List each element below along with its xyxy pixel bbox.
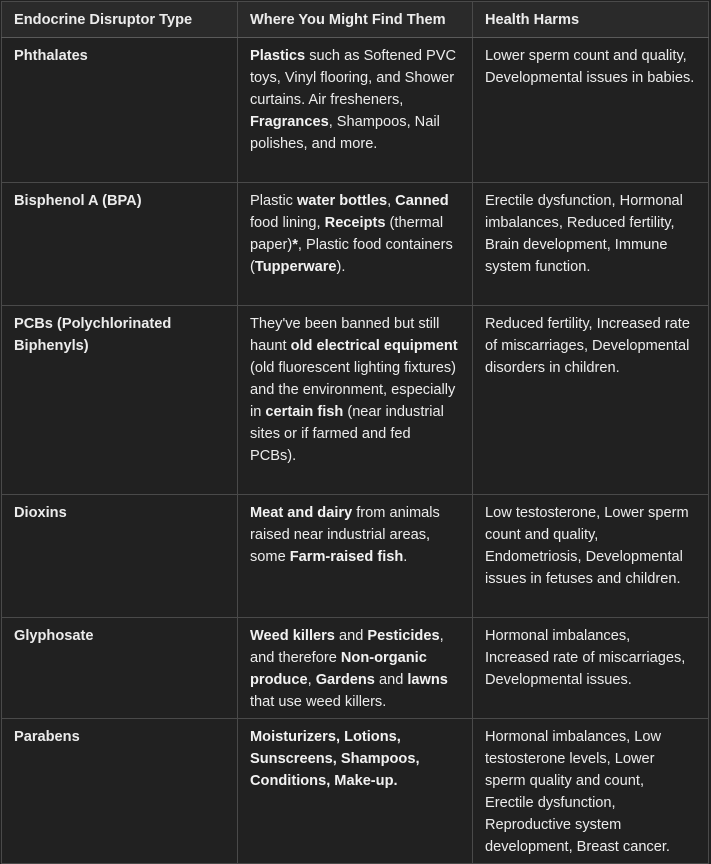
text-run: and	[374, 672, 408, 688]
bold-text-run: Meat and dairy	[250, 505, 353, 521]
table-row	[2, 306, 709, 495]
header-harms: Health Harms	[473, 2, 709, 38]
bold-text-run: lawns	[407, 672, 448, 688]
bold-text-run: old electrical equipment	[290, 338, 458, 354]
cell-harms: Erectile dysfunction, Hormonal imbalances, Reduced fertility, Brain development, Immune system function.	[473, 183, 709, 306]
header-type: Endocrine Disruptor Type	[2, 2, 238, 38]
bold-text-run: Tupperware	[254, 259, 337, 275]
table-header	[2, 2, 709, 38]
table-row	[2, 38, 709, 183]
table-row	[2, 183, 709, 306]
bold-text-run: Moisturizers, Lotions, Sunscreens, Shampoos, Conditions, Make-up.	[250, 729, 420, 789]
cell-harms: Hormonal imbalances, Increased rate of miscarriages, Developmental issues.	[473, 618, 709, 719]
bold-text-run: Plastics	[250, 48, 306, 64]
cell-harms: Lower sperm count and quality, Developmental issues in babies.	[473, 38, 709, 183]
cell-where	[238, 495, 473, 618]
bold-text-run: Farm-raised fish	[289, 549, 404, 565]
table-row	[2, 618, 709, 719]
bold-text-run: Receipts	[324, 215, 386, 231]
cell-type: Phthalates	[2, 38, 238, 183]
bold-text-run: water bottles	[297, 193, 388, 209]
endocrine-disruptors-table	[1, 1, 709, 864]
text-run: , and therefore	[250, 628, 444, 666]
table-body	[2, 38, 709, 864]
cell-where	[238, 719, 473, 864]
table-row	[2, 719, 709, 864]
header-where: Where You Might Find Them	[238, 2, 473, 38]
text-run: , Plastic food containers (	[250, 237, 453, 275]
text-run: They've been banned but still haunt	[250, 316, 440, 354]
text-run: and	[334, 628, 368, 644]
bold-text-run: Pesticides	[367, 628, 440, 644]
bold-text-run: *	[292, 237, 298, 253]
text-run: ).	[336, 259, 346, 275]
text-run: food lining,	[250, 215, 325, 231]
text-run: (old fluorescent lighting fixtures) and the environment, especially in	[250, 360, 457, 420]
text-run: , Shampoos, Nail polishes, and more.	[250, 114, 440, 152]
bold-text-run: Weed killers	[250, 628, 335, 644]
cell-type: Bisphenol A (BPA)	[2, 183, 238, 306]
text-run: (near industrial sites or if farmed and fed PCBs).	[250, 404, 444, 464]
bold-text-run: Non-organic produce	[250, 650, 427, 688]
text-run: such as Softened PVC toys, Vinyl flooring, and Shower curtains. Air fresheners,	[250, 48, 457, 108]
cell-where	[238, 183, 473, 306]
cell-type: PCBs (Polychlorinated Biphenyls)	[2, 306, 238, 495]
table-row	[2, 495, 709, 618]
bold-text-run: Gardens	[315, 672, 375, 688]
text-run: .	[403, 549, 408, 565]
cell-where	[238, 618, 473, 719]
text-run: (thermal paper)	[250, 215, 444, 253]
text-run: Plastic	[250, 193, 298, 209]
cell-where	[238, 38, 473, 183]
cell-harms: Hormonal imbalances, Low testosterone levels, Lower sperm quality and count, Erectile dysfunction, Reproductive system development, Breast cancer.	[473, 719, 709, 864]
cell-type: Dioxins	[2, 495, 238, 618]
text-run: that use weed killers.	[250, 694, 387, 710]
text-run: from animals raised near industrial areas, some	[250, 505, 440, 565]
cell-harms: Reduced fertility, Increased rate of miscarriages, Developmental disorders in children.	[473, 306, 709, 495]
bold-text-run: Canned	[395, 193, 449, 209]
header-row	[2, 2, 709, 38]
text-run: ,	[387, 193, 396, 209]
cell-where	[238, 306, 473, 495]
bold-text-run: certain fish	[265, 404, 344, 420]
cell-type: Glyphosate	[2, 618, 238, 719]
text-run: ,	[307, 672, 316, 688]
bold-text-run: Fragrances	[250, 114, 329, 130]
cell-harms: Low testosterone, Lower sperm count and quality, Endometriosis, Developmental issues in fetuses and children.	[473, 495, 709, 618]
cell-type: Parabens	[2, 719, 238, 864]
